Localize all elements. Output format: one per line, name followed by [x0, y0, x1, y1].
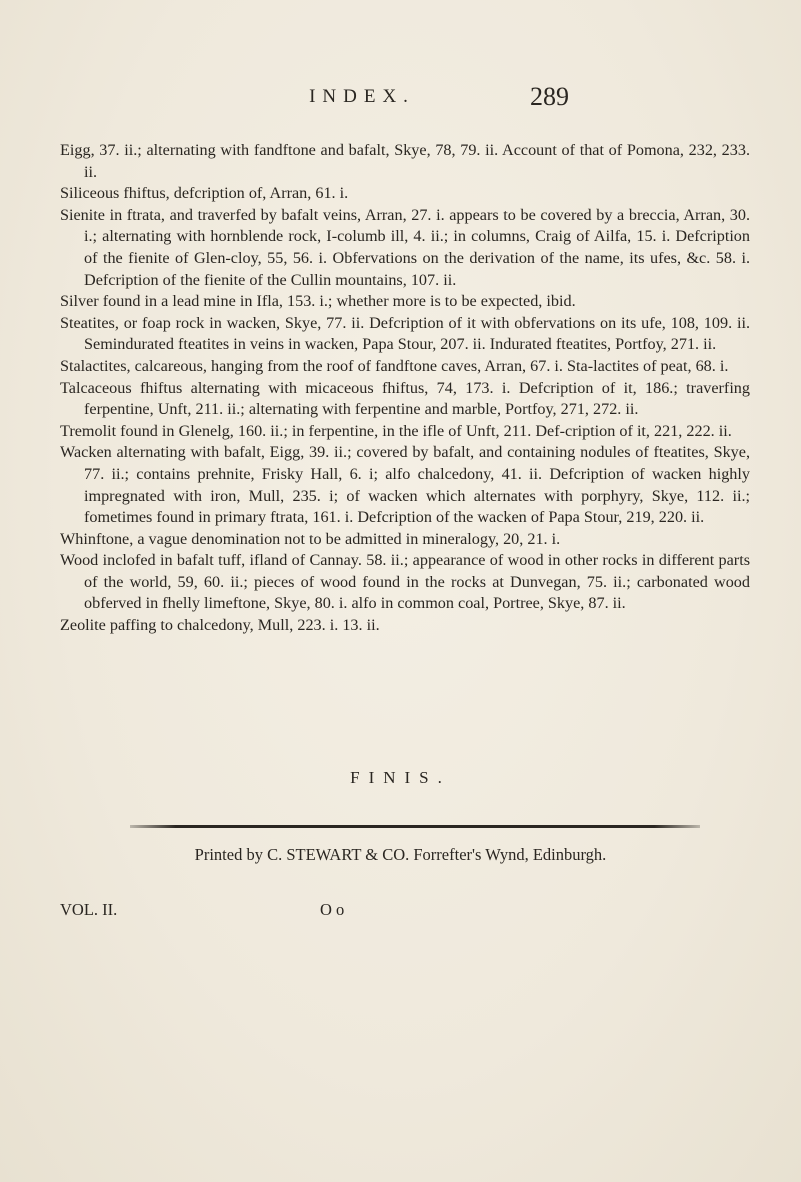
index-entry: Stalactites, calcareous, hanging from the roof of fandftone caves, Arran, 67. i. Sta-lactites of peat, 68. i. — [60, 356, 729, 375]
horizontal-rule — [130, 825, 700, 828]
index-entry: Eigg, 37. ii.; alternating with fandftone and bafalt, Skye, 78, 79. ii. Account of that of Pomona, 232, 233. ii. — [60, 141, 750, 181]
index-entry: Sienite in ftrata, and traverfed by bafalt veins, Arran, 27. i. appears to be covered by a breccia, Arran, 30. i.; alternating with hornblende rock, I-columb ill, 4. ii.; in columns, Craig of Ailfa, 15. i. Defcription of the fienite of Glen-cloy, 55, 56. i. Obfervations on the derivation of the name, its ufes, &c. 58. i. Defcription of the fienite of the Cullin mountains, 107. ii. — [60, 205, 750, 289]
page-number: 289 — [530, 82, 569, 111]
index-entry: Wacken alternating with bafalt, Eigg, 39. ii.; covered by bafalt, and containing nodules of fteatites, Skye, 77. ii.; contains prehnite, Frisky Hall, 6. i; alfo chalcedony, 41. ii. Defcription of wacken highly impregnated with iron, Mull, 235. i; of wacken which alternates with porphyry, Skye, 112. ii.; fometimes found in primary ftrata, 161. i. Defcription of the wacken of Papa Stour, 219, 220. ii. — [60, 443, 750, 527]
index-entry: Zeolite paffing to chalcedony, Mull, 223. i. 13. ii. — [60, 616, 380, 635]
page-footer — [0, 900, 801, 924]
page-header — [0, 82, 801, 116]
index-entry: Steatites, or foap rock in wacken, Skye, 77. ii. Defcription of it with obfervations on its ufe, 108, 109. ii. Semindurated fteatites in veins in wacken, Papa Stour, 207. ii. Indurated fteatites, Portfoy, 271. ii. — [60, 313, 750, 354]
running-title: INDEX. — [309, 86, 415, 107]
index-entry: Siliceous fhiftus, defcription of, Arran, 61. i. — [60, 184, 349, 203]
signature-mark: O o — [320, 900, 345, 919]
index-entry: Talcaceous fhiftus alternating with micaceous fhiftus, 74, 173. i. Defcription of it, 186.; traverfing ferpentine, Unft, 211. ii.; alternating with ferpentine and marble, Portfoy, 271, 272. ii. — [60, 378, 750, 419]
printer-imprint: Printed by C. STEWART & CO. Forrefter's Wynd, Edinburgh. — [194, 845, 607, 864]
index-entry: Silver found in a lead mine in Ifla, 153. i.; whether more is to be expected, ibid. — [60, 292, 576, 311]
volume-label: VOL. II. — [60, 900, 118, 919]
index-entries — [60, 140, 750, 637]
finis-heading: FINIS. — [350, 768, 451, 787]
index-entry: Whinftone, a vague denomination not to be admitted in mineralogy, 20, 21. i. — [60, 529, 561, 548]
index-entry: Tremolit found in Glenelg, 160. ii.; in ferpentine, in the ifle of Unft, 211. Def-cription of it, 221, 222. ii. — [60, 421, 732, 440]
index-entry: Wood inclofed in bafalt tuff, ifland of Cannay. 58. ii.; appearance of wood in other rocks in different parts of the world, 59, 60. ii.; pieces of wood found in the rocks at Dunvegan, 75. ii.; carbonated wood obferved in fhelly limeftone, Skye, 80. i. alfo in common coal, Portree, Skye, 87. ii. — [60, 551, 750, 613]
